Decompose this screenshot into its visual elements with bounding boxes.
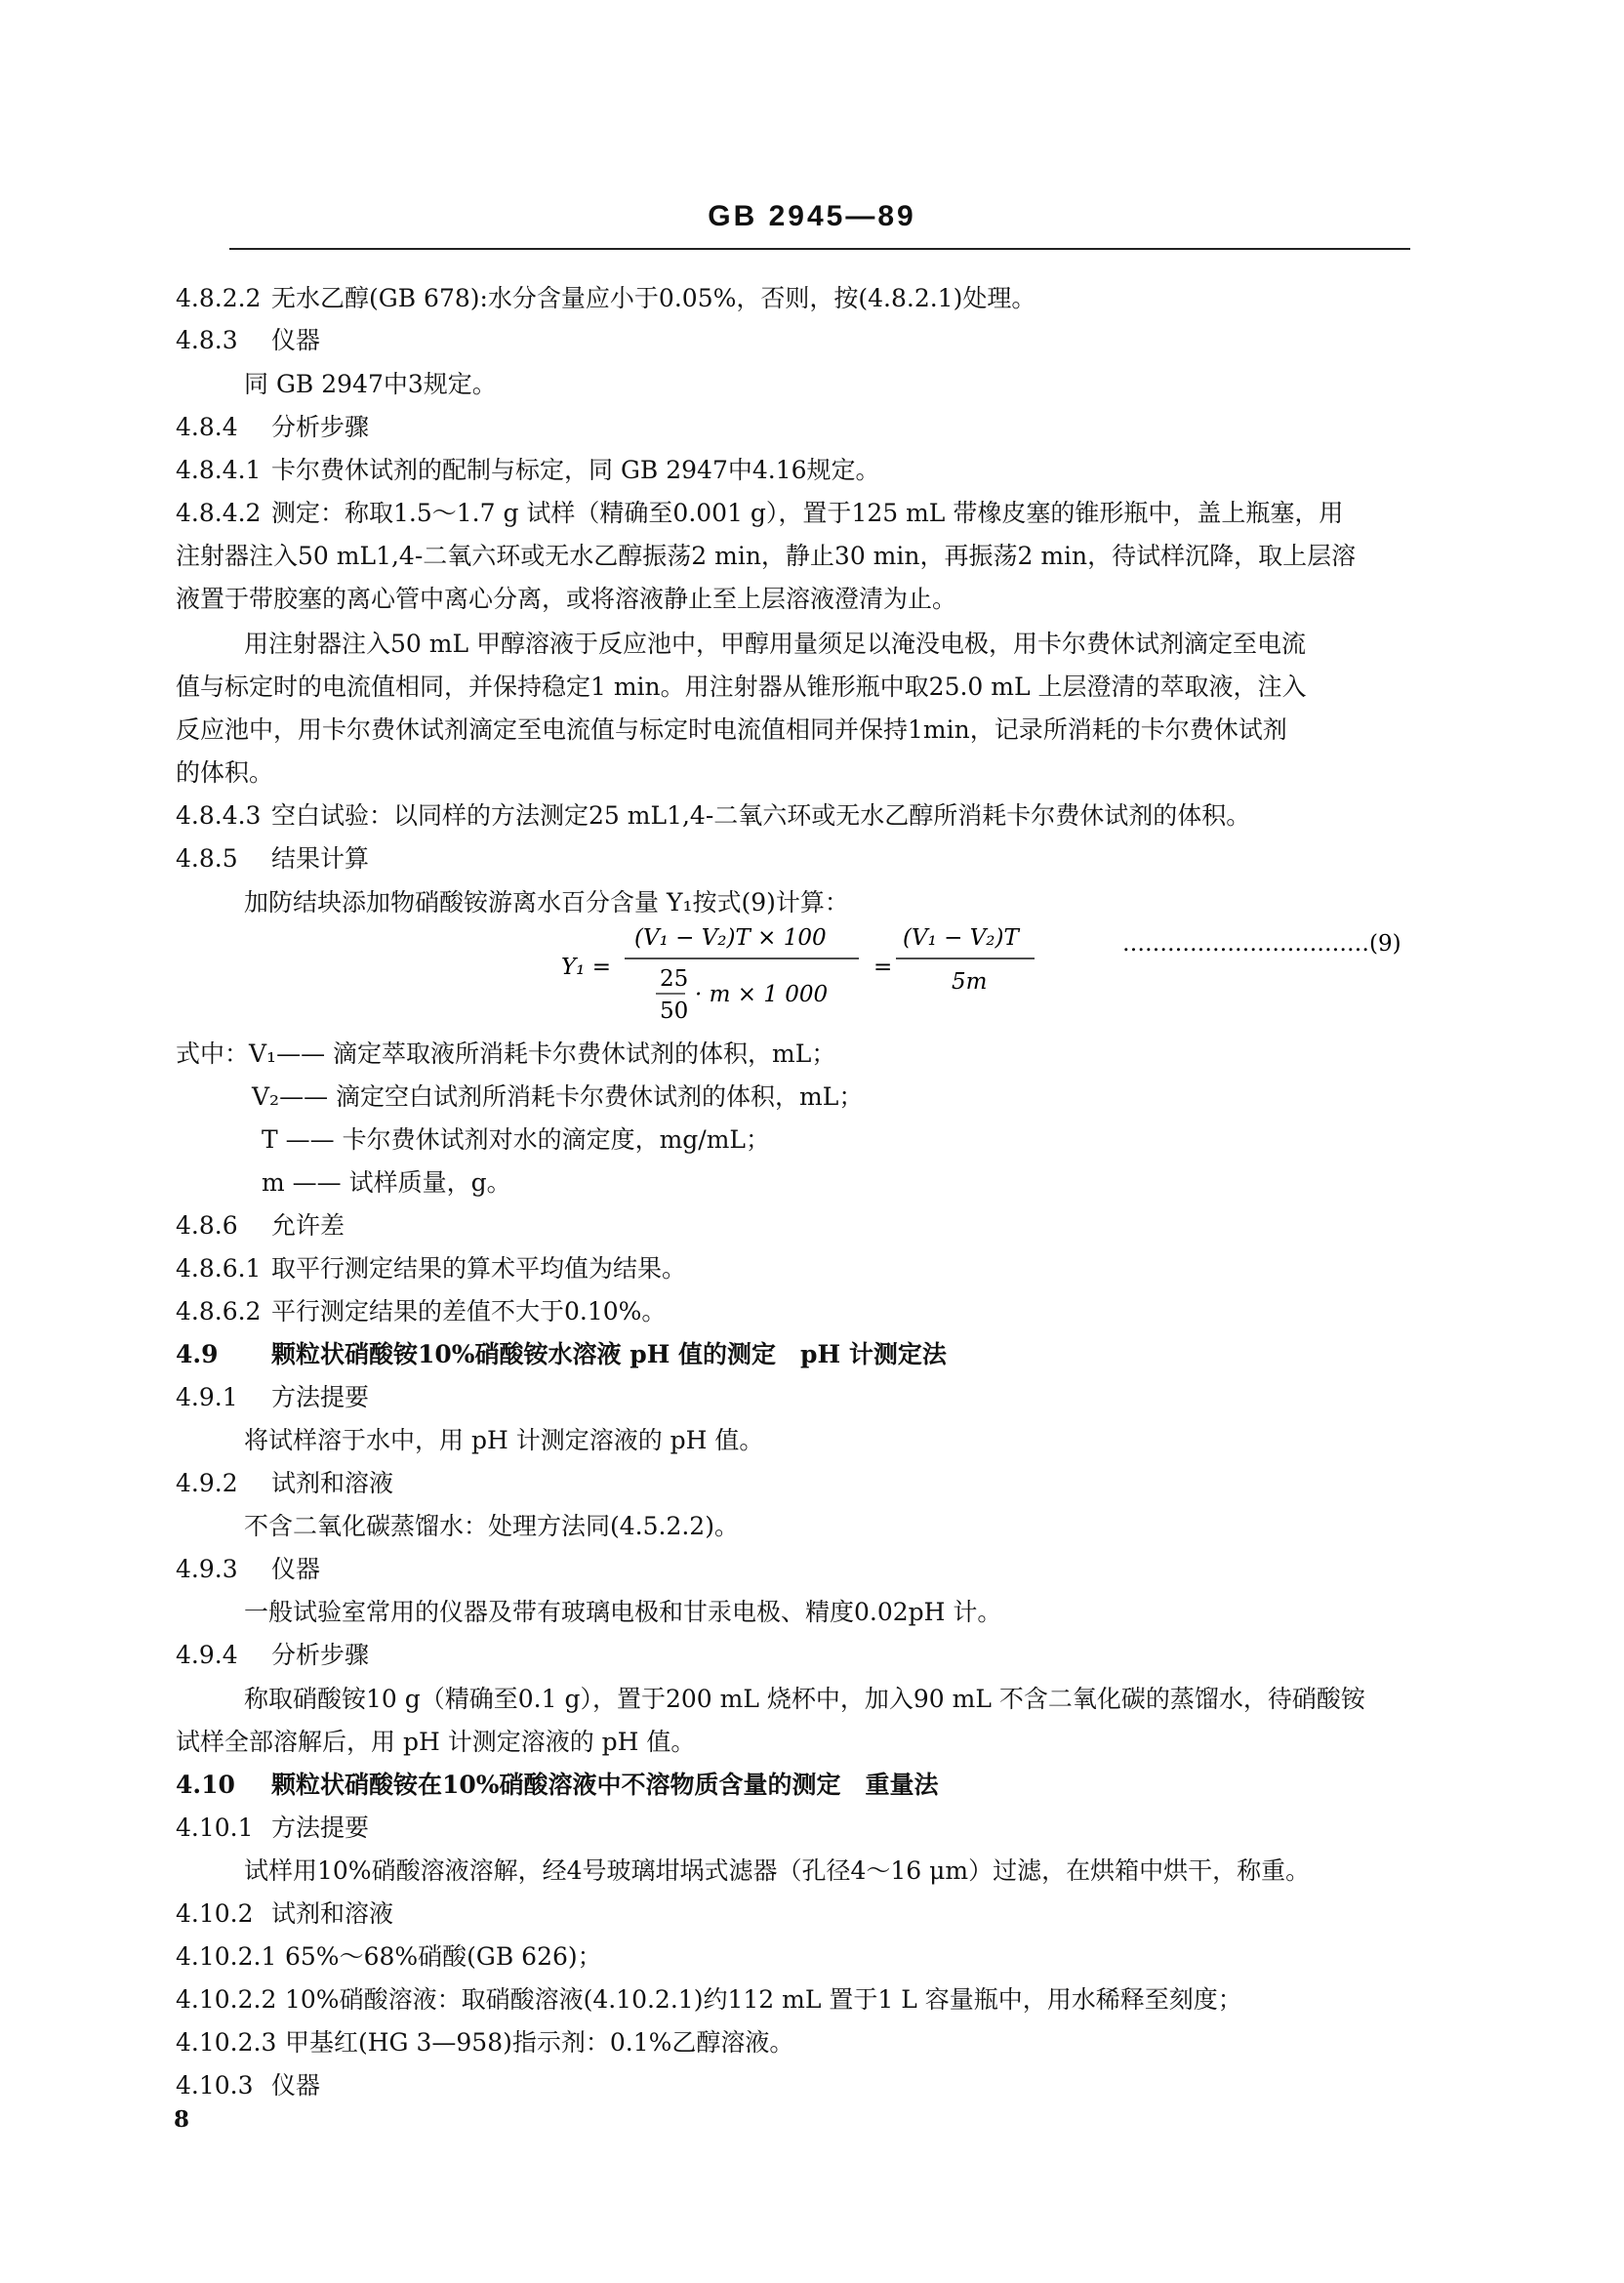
clause-line bbox=[176, 1382, 1444, 1413]
clause-line bbox=[176, 325, 1444, 356]
clause-number: 4.9.1 bbox=[176, 1383, 238, 1411]
variable-definition: m —— 试样质量，g。 bbox=[262, 1168, 511, 1197]
clause-text: 65%～68%硝酸(GB 626)； bbox=[285, 1942, 602, 1971]
clause-number: 4.8.6.1 bbox=[176, 1254, 262, 1283]
paragraph-line: 的体积。 bbox=[176, 758, 274, 787]
clause-text: 取平行测定结果的算术平均值为结果。 bbox=[271, 1254, 687, 1283]
clause-number: 4.8.4.1 bbox=[176, 456, 262, 484]
clause-line bbox=[176, 1468, 1444, 1499]
clause-line bbox=[176, 2070, 1444, 2101]
formula-small-denominator: 50 bbox=[660, 999, 689, 1024]
clause-line bbox=[176, 1210, 1444, 1242]
clause-text: 测定：称取1.5～1.7 g 试样（精确至0.001 g），置于125 mL 带橡皮塞的锥形瓶中，盖上瓶塞，用 bbox=[271, 499, 1344, 527]
clause-line bbox=[176, 1898, 1444, 1930]
paragraph-line: 反应池中，用卡尔费休试剂滴定至电流值与标定时电流值相同并保持1min，记录所消耗的卡尔费休试剂 bbox=[176, 715, 1287, 744]
formula-label: ……………………………(9) bbox=[1122, 931, 1401, 957]
section-heading bbox=[176, 1339, 1444, 1370]
paragraph-line: 值与标定时的电流值相同，并保持稳定1 min。用注射器从锥形瓶中取25.0 mL 上层澄清的萃取液，注入 bbox=[176, 673, 1307, 701]
clause-text: 结果计算 bbox=[271, 844, 370, 873]
clause-text: 分析步骤 bbox=[271, 1641, 370, 1669]
paragraph-line: 不含二氧化碳蒸馏水：处理方法同(4.5.2.2)。 bbox=[244, 1512, 739, 1540]
clause-text: 方法提要 bbox=[271, 1383, 370, 1411]
clause-line bbox=[176, 498, 1444, 529]
clause-number: 4.8.4.2 bbox=[176, 499, 262, 527]
clause-text: 卡尔费休试剂的配制与标定，同 GB 2947中4.16规定。 bbox=[271, 456, 880, 484]
clause-line bbox=[176, 2027, 1444, 2059]
clause-number: 4.8.3 bbox=[176, 326, 238, 354]
clause-number: 4.9.2 bbox=[176, 1469, 238, 1497]
clause-line bbox=[176, 800, 1444, 832]
clause-line bbox=[176, 283, 1444, 314]
formula-9 bbox=[0, 916, 1624, 1033]
clause-number: 4.8.2.2 bbox=[176, 284, 262, 312]
clause-number: 4.9.3 bbox=[176, 1555, 238, 1583]
clause-line bbox=[176, 1296, 1444, 1327]
paragraph-line: 液置于带胶塞的离心管中离心分离，或将溶液静止至上层溶液澄清为止。 bbox=[176, 585, 957, 613]
formula-numerator-2: (V₁ − V₂)T bbox=[903, 925, 1019, 951]
clause-line bbox=[176, 1941, 1444, 1973]
header-rule bbox=[229, 248, 1410, 250]
formula-denominator-1: · m × 1 000 bbox=[695, 982, 829, 1007]
clause-number: 4.10.2.3 bbox=[176, 2028, 277, 2057]
page-header-standard-number: GB 2945—89 bbox=[708, 200, 916, 232]
clause-number: 4.8.5 bbox=[176, 844, 238, 873]
clause-text: 甲基红(HG 3—958)指示剂：0.1%乙醇溶液。 bbox=[285, 2028, 794, 2057]
page-number: 8 bbox=[174, 2106, 190, 2133]
variable-definition: T —— 卡尔费休试剂对水的滴定度，mg/mL； bbox=[262, 1125, 771, 1154]
formula-denominator-2: 5m bbox=[952, 969, 988, 995]
paragraph-line: 加防结块添加物硝酸铵游离水百分含量 Y₁按式(9)计算： bbox=[244, 888, 849, 917]
formula-small-numerator: 25 bbox=[660, 966, 689, 992]
clause-number: 4.8.4.3 bbox=[176, 801, 262, 830]
clause-line bbox=[176, 1640, 1444, 1671]
clause-number: 4.10.1 bbox=[176, 1814, 254, 1842]
clause-line bbox=[176, 412, 1444, 443]
paragraph-line: 注射器注入50 mL1,4-二氧六环或无水乙醇振荡2 min，静止30 min，再振荡2 min，待试样沉降，取上层溶 bbox=[176, 542, 1357, 570]
clause-text: 10%硝酸溶液：取硝酸溶液(4.10.2.1)约112 mL 置于1 L 容量瓶中，用水稀释至刻度； bbox=[285, 1985, 1242, 2014]
clause-number: 4.8.6.2 bbox=[176, 1297, 262, 1325]
clause-text: 允许差 bbox=[271, 1211, 345, 1240]
clause-number: 4.10.3 bbox=[176, 2071, 254, 2100]
clause-number: 4.8.6 bbox=[176, 1211, 238, 1240]
formula-lhs: Y₁ = bbox=[561, 955, 611, 980]
paragraph-line: 一般试验室常用的仪器及带有玻璃电极和甘汞电极、精度0.02pH 计。 bbox=[244, 1598, 1002, 1626]
clause-number: 4.10 bbox=[176, 1771, 235, 1799]
paragraph-line: 同 GB 2947中3规定。 bbox=[244, 370, 497, 398]
paragraph-line: 试样用10%硝酸溶液溶解，经4号玻璃坩埚式滤器（孔径4～16 μm）过滤，在烘箱中烘干，称重。 bbox=[244, 1856, 1311, 1885]
clause-text: 试剂和溶液 bbox=[271, 1899, 394, 1928]
clause-text: 空白试验：以同样的方法测定25 mL1,4-二氧六环或无水乙醇所消耗卡尔费休试剂的体积。 bbox=[271, 801, 1251, 830]
clause-text: 无水乙醇(GB 678):水分含量应小于0.05%，否则，按(4.8.2.1)处理。 bbox=[271, 284, 1036, 312]
clause-line bbox=[176, 455, 1444, 486]
clause-line bbox=[176, 843, 1444, 875]
formula-numerator-1: (V₁ − V₂)T × 100 bbox=[634, 925, 827, 951]
clause-text: 仪器 bbox=[271, 326, 321, 354]
variable-definition: 式中：V₁—— 滴定萃取液所消耗卡尔费休试剂的体积，mL； bbox=[176, 1040, 836, 1068]
clause-text: 平行测定结果的差值不大于0.10%。 bbox=[271, 1297, 667, 1325]
clause-line bbox=[176, 1813, 1444, 1844]
clause-line bbox=[176, 1253, 1444, 1284]
clause-text: 试剂和溶液 bbox=[271, 1469, 394, 1497]
clause-number: 4.10.2.1 bbox=[176, 1942, 277, 1971]
section-title: 颗粒状硝酸铵10%硝酸铵水溶液 pH 值的测定 pH 计测定法 bbox=[271, 1340, 947, 1368]
clause-text: 仪器 bbox=[271, 2071, 321, 2100]
clause-line bbox=[176, 1554, 1444, 1585]
paragraph-line: 试样全部溶解后，用 pH 计测定溶液的 pH 值。 bbox=[176, 1728, 696, 1756]
paragraph-line: 用注射器注入50 mL 甲醇溶液于反应池中，甲醇用量须足以淹没电极，用卡尔费休试剂滴定至电流 bbox=[244, 630, 1307, 658]
clause-text: 分析步骤 bbox=[271, 413, 370, 441]
formula-equals: = bbox=[873, 955, 893, 980]
clause-number: 4.10.2.2 bbox=[176, 1985, 277, 2014]
clause-number: 4.8.4 bbox=[176, 413, 238, 441]
variable-definition: V₂—— 滴定空白试剂所消耗卡尔费休试剂的体积，mL； bbox=[252, 1082, 864, 1111]
clause-number: 4.10.2 bbox=[176, 1899, 254, 1928]
paragraph-line: 将试样溶于水中，用 pH 计测定溶液的 pH 值。 bbox=[244, 1426, 764, 1454]
clause-text: 方法提要 bbox=[271, 1814, 370, 1842]
clause-line bbox=[176, 1984, 1444, 2016]
section-title: 颗粒状硝酸铵在10%硝酸溶液中不溶物质含量的测定 重量法 bbox=[271, 1771, 939, 1799]
section-heading bbox=[176, 1770, 1444, 1801]
clause-text: 仪器 bbox=[271, 1555, 321, 1583]
paragraph-line: 称取硝酸铵10 g（精确至0.1 g），置于200 mL 烧杯中，加入90 mL 不含二氧化碳的蒸馏水，待硝酸铵 bbox=[244, 1685, 1365, 1713]
clause-number: 4.9 bbox=[176, 1340, 219, 1368]
clause-number: 4.9.4 bbox=[176, 1641, 238, 1669]
